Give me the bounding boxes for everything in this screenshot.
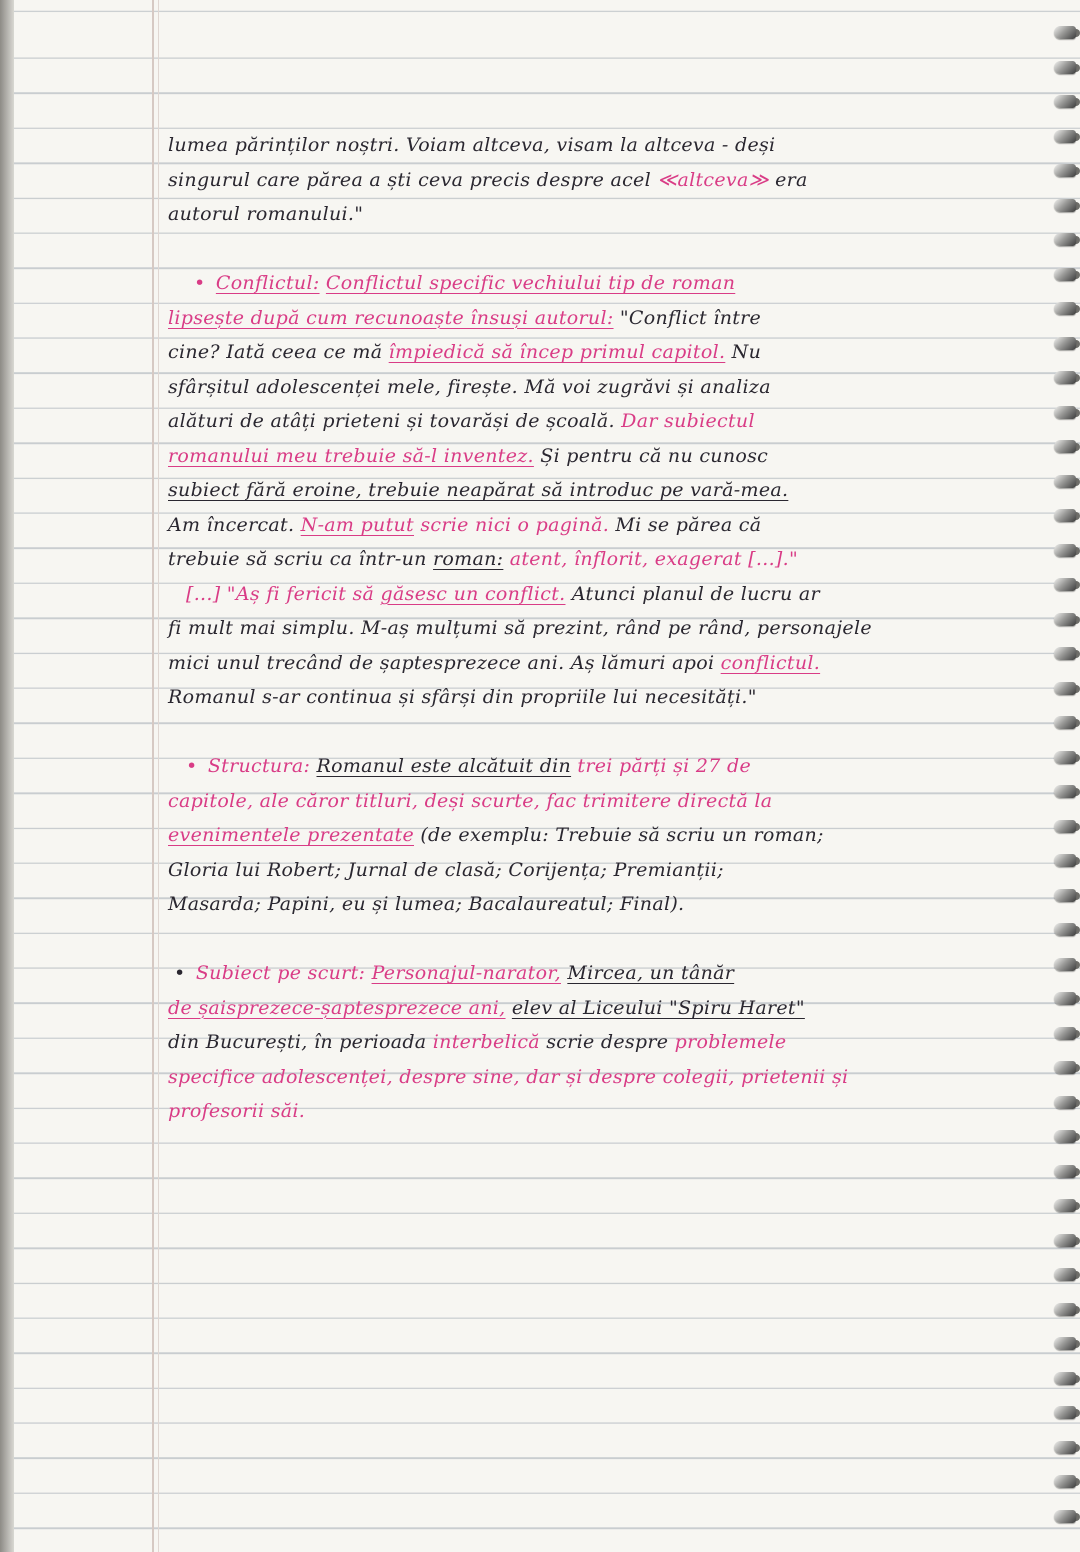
text: (de exemplu: Trebuie să scriu un roman; (420, 824, 824, 846)
text: elev al Liceului "Spiru Haret" (511, 996, 805, 1019)
text-line (168, 128, 1028, 163)
spiral-coil-icon (1054, 889, 1076, 902)
text: atent, înflorit, exagerat [...]." (509, 548, 798, 570)
spiral-coil-icon (1054, 1234, 1076, 1247)
text: Gloria lui Robert; Jurnal de clasă; Corijența; Premianții; (168, 858, 724, 881)
text-line (168, 542, 1028, 577)
text: profesorii săi. (168, 1100, 306, 1122)
text: găsesc un conflict. (380, 582, 566, 605)
text-line (168, 611, 1028, 646)
bullet-icon: • (174, 962, 186, 984)
text: scrie nici o pagină. (420, 513, 610, 536)
spiral-coil-icon (1054, 509, 1076, 522)
text: autorul romanului." (168, 203, 364, 225)
spiral-coil-icon (1054, 1406, 1076, 1419)
text: interbelică (432, 1031, 540, 1053)
text: împiedică să încep primul capitol. (388, 341, 726, 363)
spiral-coil-icon (1054, 1061, 1076, 1074)
spiral-coil-icon (1054, 95, 1076, 108)
text: lipsește după cum recunoaște însuși autorul: (168, 306, 614, 329)
text: era (775, 168, 808, 191)
text: cine? Iată ceea ce mă (168, 341, 383, 363)
text: Conflictul specific vechiului tip de roman (325, 272, 736, 294)
spiral-coil-icon (1054, 923, 1076, 936)
text: Personajul-narator, (371, 962, 561, 984)
text: romanului meu trebuie să-l inventez. (168, 444, 534, 467)
text: de șaisprezece-șaptesprezece ani, (168, 996, 506, 1019)
spiral-coil-icon (1054, 61, 1076, 74)
text-line (168, 370, 1028, 405)
text: N-am putut (300, 513, 414, 536)
spiral-coil-icon (1054, 854, 1076, 867)
section-heading-subject (168, 956, 1028, 991)
spiral-coil-icon (1054, 1510, 1076, 1523)
text-line (168, 439, 1028, 474)
spiral-coil-icon (1054, 682, 1076, 695)
text: specifice adolescenței, despre sine, dar și despre colegii, prietenii și (168, 1065, 849, 1088)
spiral-coil-icon (1054, 1096, 1076, 1109)
spiral-coil-icon (1054, 578, 1076, 591)
text: capitole, ale căror titluri, deși scurte, fac trimitere directă la (168, 789, 773, 812)
spiral-coil-icon (1054, 1268, 1076, 1281)
spiral-coil-icon (1054, 130, 1076, 143)
text: scrie despre (546, 1031, 669, 1053)
text-line (168, 163, 1028, 198)
spiral-coil-icon (1054, 268, 1076, 281)
text: Nu (731, 341, 762, 363)
text: Atunci planul de lucru ar (571, 582, 820, 605)
quoted-word: ≪altceva≫ (657, 168, 769, 191)
margin-line-secondary (158, 0, 159, 1552)
spiral-coil-icon (1054, 647, 1076, 660)
spiral-coil-icon (1054, 406, 1076, 419)
text: Mircea, un tânăr (567, 962, 735, 984)
spiral-coil-icon (1054, 785, 1076, 798)
text: Masarda; Papini, eu și lumea; Bacalaureatul; Final). (168, 893, 685, 915)
text: fi mult mai simplu. M-aș mulțumi să prezint, rând pe rând, personajele (168, 617, 872, 639)
text: sfârșitul adolescenței mele, firește. Mă voi zugrăvi și analiza (168, 375, 771, 398)
text-line (168, 680, 1028, 715)
text: conflictul. (720, 651, 821, 674)
text-line (168, 404, 1028, 439)
handwritten-notes (168, 128, 1028, 1129)
spiral-coil-icon (1054, 302, 1076, 315)
spiral-coil-icon (1054, 1130, 1076, 1143)
spiral-coil-icon (1054, 1165, 1076, 1178)
text: trei părți și 27 de (577, 755, 752, 777)
text-line (168, 197, 1028, 232)
text: din București, în perioada (168, 1031, 427, 1053)
spiral-coil-icon (1054, 544, 1076, 557)
text-line (168, 646, 1028, 681)
spiral-coil-icon (1054, 1372, 1076, 1385)
bullet-icon: • (186, 755, 198, 777)
text: lumea părinților noștri. Voiam altceva, visam la altceva - deși (168, 134, 776, 156)
spiral-coil-icon (1054, 1199, 1076, 1212)
text: Am încercat. (168, 513, 295, 536)
text: mici unul trecând de șaptesprezece ani. Aș lămuri apoi (168, 651, 715, 674)
text-line (168, 1025, 1028, 1060)
spiral-coil-icon (1054, 1303, 1076, 1316)
text: singurul care părea a ști ceva precis despre acel (168, 168, 651, 191)
text-line (168, 473, 1028, 508)
text-line (168, 991, 1028, 1026)
text: trebuie să scriu ca într-un (168, 548, 427, 570)
text: Și pentru că nu cunosc (540, 444, 769, 467)
spiral-coil-icon (1054, 1337, 1076, 1350)
text: Romanul este alcătuit din (316, 755, 572, 777)
text: alături de atâți prieteni și tovarăși de școală. (168, 410, 615, 432)
text: Dar subiectul (621, 410, 755, 432)
spiral-coil-icon (1054, 958, 1076, 971)
spiral-coil-icon (1054, 820, 1076, 833)
text-line (168, 887, 1028, 922)
text: Mi se părea că (615, 513, 762, 536)
margin-line (152, 0, 154, 1552)
spiral-coil-icon (1054, 475, 1076, 488)
page-edge-shadow (0, 0, 14, 1552)
text-line (168, 301, 1028, 336)
text: evenimentele prezentate (168, 824, 414, 846)
spiral-coil-icon (1054, 233, 1076, 246)
spiral-coil-icon (1054, 337, 1076, 350)
spiral-coil-icon (1054, 613, 1076, 626)
text-line (168, 853, 1028, 888)
bullet-icon: • (194, 272, 206, 294)
heading-label: Structura: (207, 755, 311, 777)
spiral-coil-icon (1054, 26, 1076, 39)
text: [...] "Aș fi fericit să (186, 582, 375, 605)
section-heading-conflict (168, 266, 1028, 301)
text: "Conflict între (619, 306, 762, 329)
text-line (168, 784, 1028, 819)
text: problemele (674, 1031, 787, 1053)
text-line (168, 508, 1028, 543)
heading-label: Subiect pe scurt: (195, 962, 366, 984)
spiral-coil-icon (1054, 751, 1076, 764)
heading-label: Conflictul: (215, 272, 320, 294)
text-line (168, 818, 1028, 853)
text: subiect fără eroine, trebuie neapărat să introduc pe vară-mea. (168, 479, 789, 501)
text: roman: (433, 548, 504, 570)
spiral-coil-icon (1054, 199, 1076, 212)
spiral-coil-icon (1054, 1475, 1076, 1488)
text-line (168, 577, 1028, 612)
text-line (168, 1060, 1028, 1095)
spiral-binding-icon (1046, 18, 1080, 1548)
spiral-coil-icon (1054, 1027, 1076, 1040)
text-line (168, 1094, 1028, 1129)
section-heading-structure (168, 749, 1028, 784)
spiral-coil-icon (1054, 1441, 1076, 1454)
spiral-coil-icon (1054, 164, 1076, 177)
text-line (168, 335, 1028, 370)
text: Romanul s-ar continua și sfârși din propriile lui necesități." (168, 686, 757, 708)
spiral-coil-icon (1054, 716, 1076, 729)
spiral-coil-icon (1054, 440, 1076, 453)
spiral-coil-icon (1054, 992, 1076, 1005)
spiral-coil-icon (1054, 371, 1076, 384)
